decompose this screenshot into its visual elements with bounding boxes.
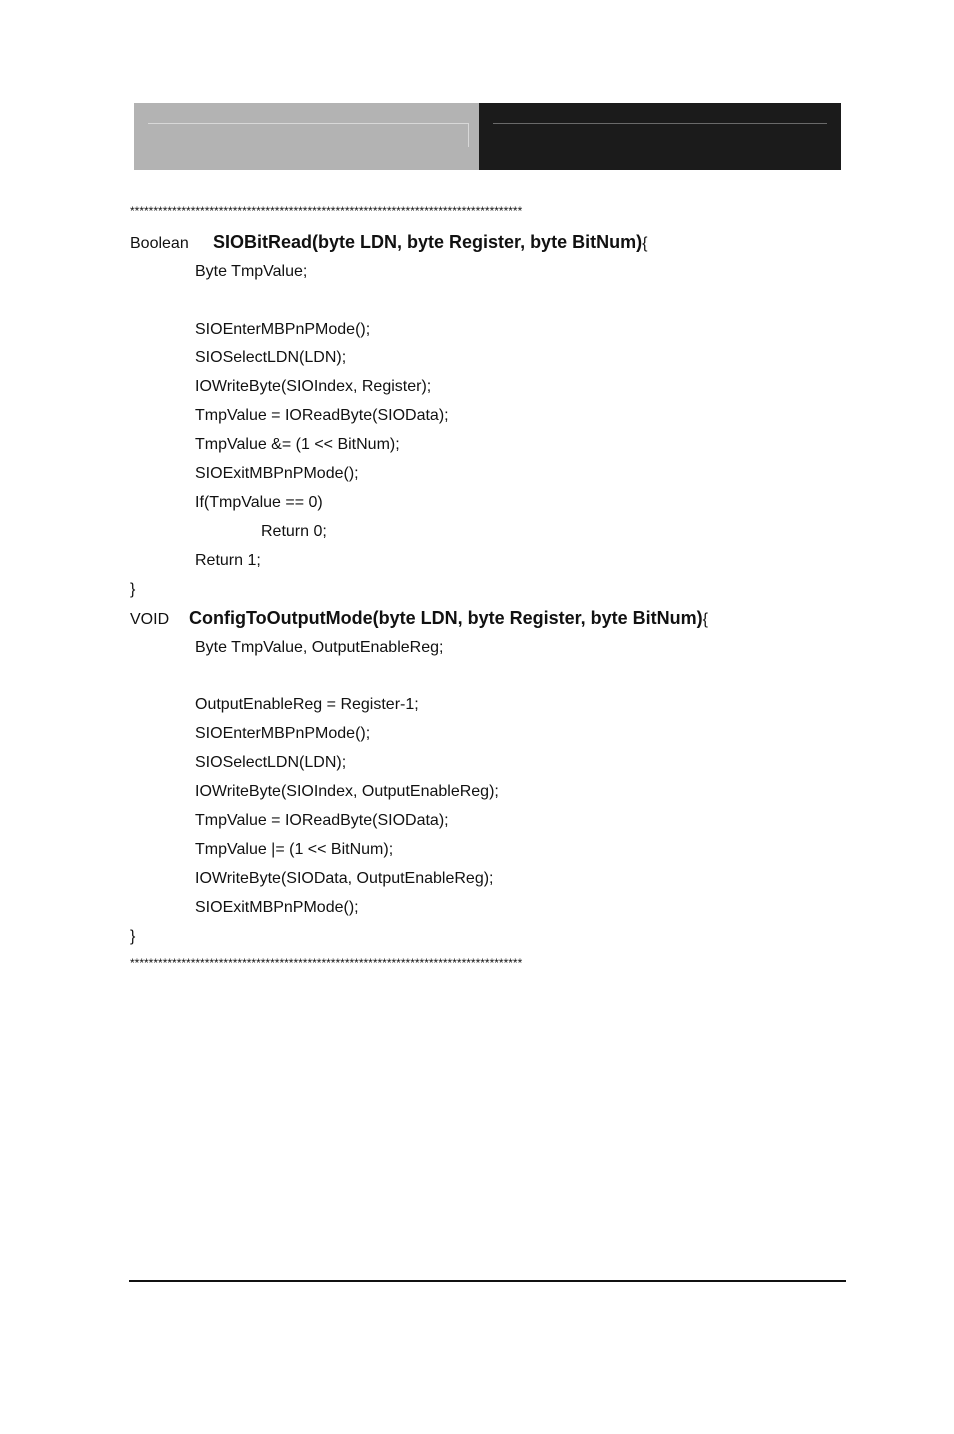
code-line: IOWriteByte(SIOIndex, Register);: [195, 378, 432, 395]
separator-top: ************************************************************************************: [130, 204, 523, 218]
func2-signature: ConfigToOutputMode(byte LDN, byte Register, byte BitNum): [189, 608, 703, 628]
code-line: TmpValue = IOReadByte(SIOData);: [195, 407, 449, 424]
func2-header: [130, 608, 708, 630]
code-line: TmpValue &= (1 << BitNum);: [195, 436, 400, 453]
func1-signature: SIOBitRead(byte LDN, byte Register, byte BitNum): [213, 232, 643, 252]
header-right-rule: [493, 123, 827, 124]
code-line: Return 1;: [195, 552, 261, 569]
code-line: Byte TmpValue, OutputEnableReg;: [195, 639, 444, 656]
code-line: SIOSelectLDN(LDN);: [195, 754, 347, 771]
code-line: SIOSelectLDN(LDN);: [195, 349, 347, 366]
page-header-band: [134, 103, 841, 170]
code-line: Return 0;: [261, 523, 327, 540]
func1-return-type: Boolean: [130, 235, 189, 252]
func1-header: [130, 232, 647, 254]
code-line: If(TmpValue == 0): [195, 494, 323, 511]
code-line: Byte TmpValue;: [195, 263, 308, 280]
header-right-panel: [479, 103, 841, 170]
header-left-panel: [134, 103, 479, 170]
header-left-rule: [148, 123, 469, 124]
func1-close-brace: }: [130, 581, 136, 598]
code-line: SIOExitMBPnPMode();: [195, 899, 359, 916]
func2-open-brace: {: [702, 611, 708, 628]
code-line: IOWriteByte(SIOIndex, OutputEnableReg);: [195, 783, 499, 800]
code-line: SIOEnterMBPnPMode();: [195, 321, 371, 338]
separator-bottom: ************************************************************************************: [130, 956, 523, 970]
code-line: TmpValue = IOReadByte(SIOData);: [195, 812, 449, 829]
code-line: SIOEnterMBPnPMode();: [195, 725, 371, 742]
code-line: TmpValue |= (1 << BitNum);: [195, 841, 394, 858]
code-line: SIOExitMBPnPMode();: [195, 465, 359, 482]
header-left-rule-end: [468, 123, 469, 147]
func2-close-brace: }: [130, 928, 136, 945]
func2-return-type: VOID: [130, 611, 170, 628]
code-line: OutputEnableReg = Register-1;: [195, 696, 419, 713]
footer-rule: [129, 1280, 846, 1282]
code-line: IOWriteByte(SIOData, OutputEnableReg);: [195, 870, 494, 887]
func1-open-brace: {: [642, 235, 648, 252]
